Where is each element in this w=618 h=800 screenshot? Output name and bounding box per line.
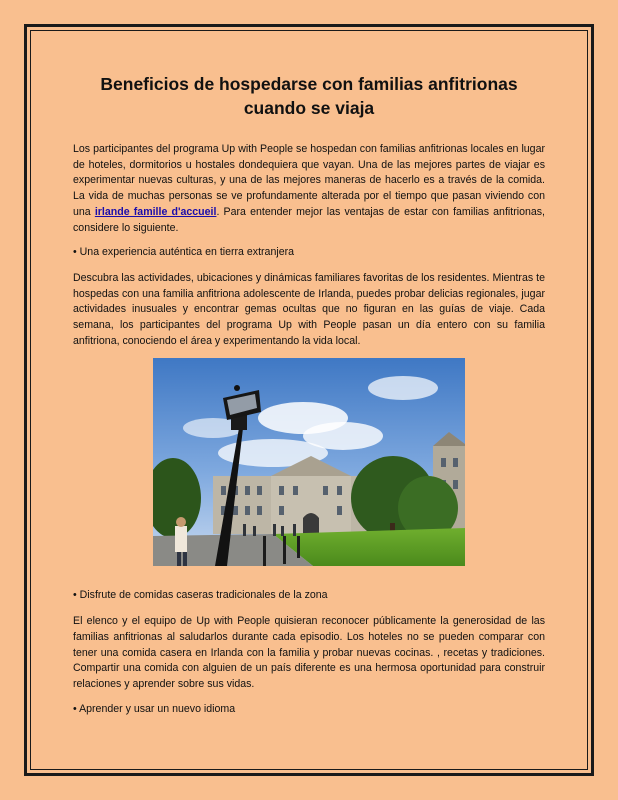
page-title: Beneficios de hospedarse con familias anfitrionas cuando se viaja — [100, 74, 518, 118]
bullet-home-cooked-meals: • Disfrute de comidas caseras tradicionales de la zona — [73, 589, 328, 602]
paragraph-home-cooked-meals: El elenco y el equipo de Up with People quisieran reconocer públicamente la generosidad de las familias anfitrionas al saludarlos durante cada episodio. Los hoteles no se pueden comparar con tener una comida casera en Irlanda con la familia y probar nuevas cocinas. , recetas y tradiciones. Compartir una comida con alguien de un país diferente es una hermosa oportunidad para construir relaciones y aprender sobre sus vidas. — [73, 615, 545, 690]
intro-paragraph — [73, 142, 545, 236]
paragraph-authentic-experience: Descubra las actividades, ubicaciones y dinámicas familiares favoritas de los residentes. Mientras te hospedas con una familia anfitriona adolescente de Irlanda, puedes probar delicias regionales, jugar actividades inusuales y encontrar gemas ocultas que no figuran en las guías de viaje. Cada semana, los participantes del programa Up with People pasan un día entero con su familia anfitriona, conociendo el área y experimentando la vida local. — [73, 271, 545, 347]
bullet-authentic-experience: • Una experiencia auténtica en tierra extranjera — [73, 246, 295, 259]
trinity-college-photo — [153, 358, 465, 566]
host-family-link[interactable]: irlande famille d'accueil — [94, 205, 217, 218]
intro-text-after-link: . Para entender mejor las ventajas de estar con familias anfitrionas, considere lo siguiente. — [73, 205, 545, 234]
document-content — [73, 72, 545, 727]
bullet-new-language: • Aprender y usar un nuevo idioma — [73, 702, 236, 715]
intro-text-before-link: Los participantes del programa Up with People se hospedan con familias anfitrionas locales en lugar de hoteles, dormitorios u hostales dondequiera que vayan. Una de las mejores partes de viajar es experimentar nuevas culturas, y una de las mejores maneras de hacerlo es a través de la comida. La vida de muchas personas se ve profundamente alterada por el tiempo que pasan viviendo con una — [73, 143, 545, 218]
